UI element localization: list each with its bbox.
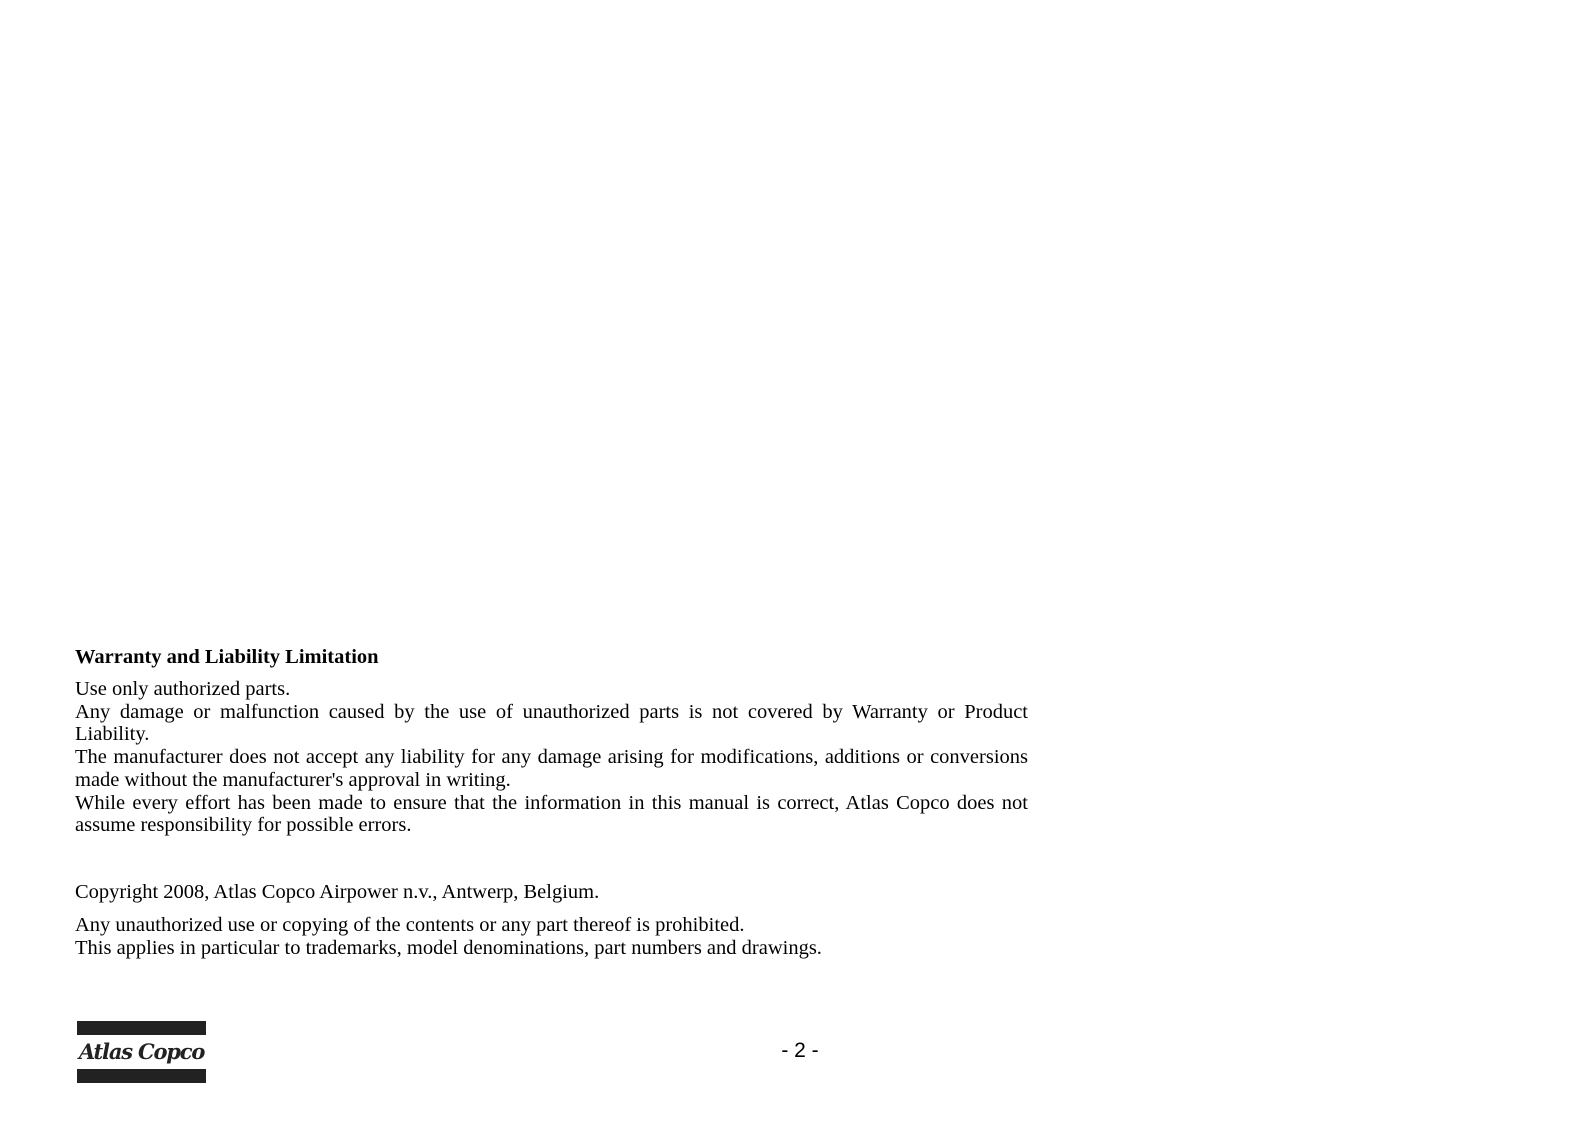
logo-top-bar	[77, 1021, 206, 1035]
paragraph-errors-disclaimer: While every effort has been made to ensure that the information in this manual is correct, Atlas Copco does not assume responsibility for possible errors.	[75, 791, 1028, 837]
page-number: - 2 -	[781, 1039, 819, 1062]
notice-trademarks: This applies in particular to trademarks, model denominations, part numbers and drawings.	[75, 936, 822, 959]
logo-wordmark: Atlas Copco	[78, 1039, 205, 1064]
paragraph-damage-coverage: Any damage or malfunction caused by the use of unauthorized parts is not covered by Warranty or Product Liability.	[75, 700, 1028, 746]
logo-bottom-bar	[77, 1069, 206, 1083]
atlas-copco-logo	[77, 1021, 206, 1083]
paragraph-authorized-parts: Use only authorized parts.	[75, 678, 291, 700]
notice-unauthorized-use: Any unauthorized use or copying of the contents or any part thereof is prohibited.	[75, 913, 745, 936]
copyright-notice: Copyright 2008, Atlas Copco Airpower n.v., Antwerp, Belgium.	[75, 880, 600, 903]
document-body	[75, 644, 1028, 960]
paragraph-manufacturer-liability: The manufacturer does not accept any liability for any damage arising for modifications, additions or conversions made without the manufacturer's approval in writing.	[75, 746, 1028, 791]
section-title: Warranty and Liability Limitation	[75, 646, 379, 668]
